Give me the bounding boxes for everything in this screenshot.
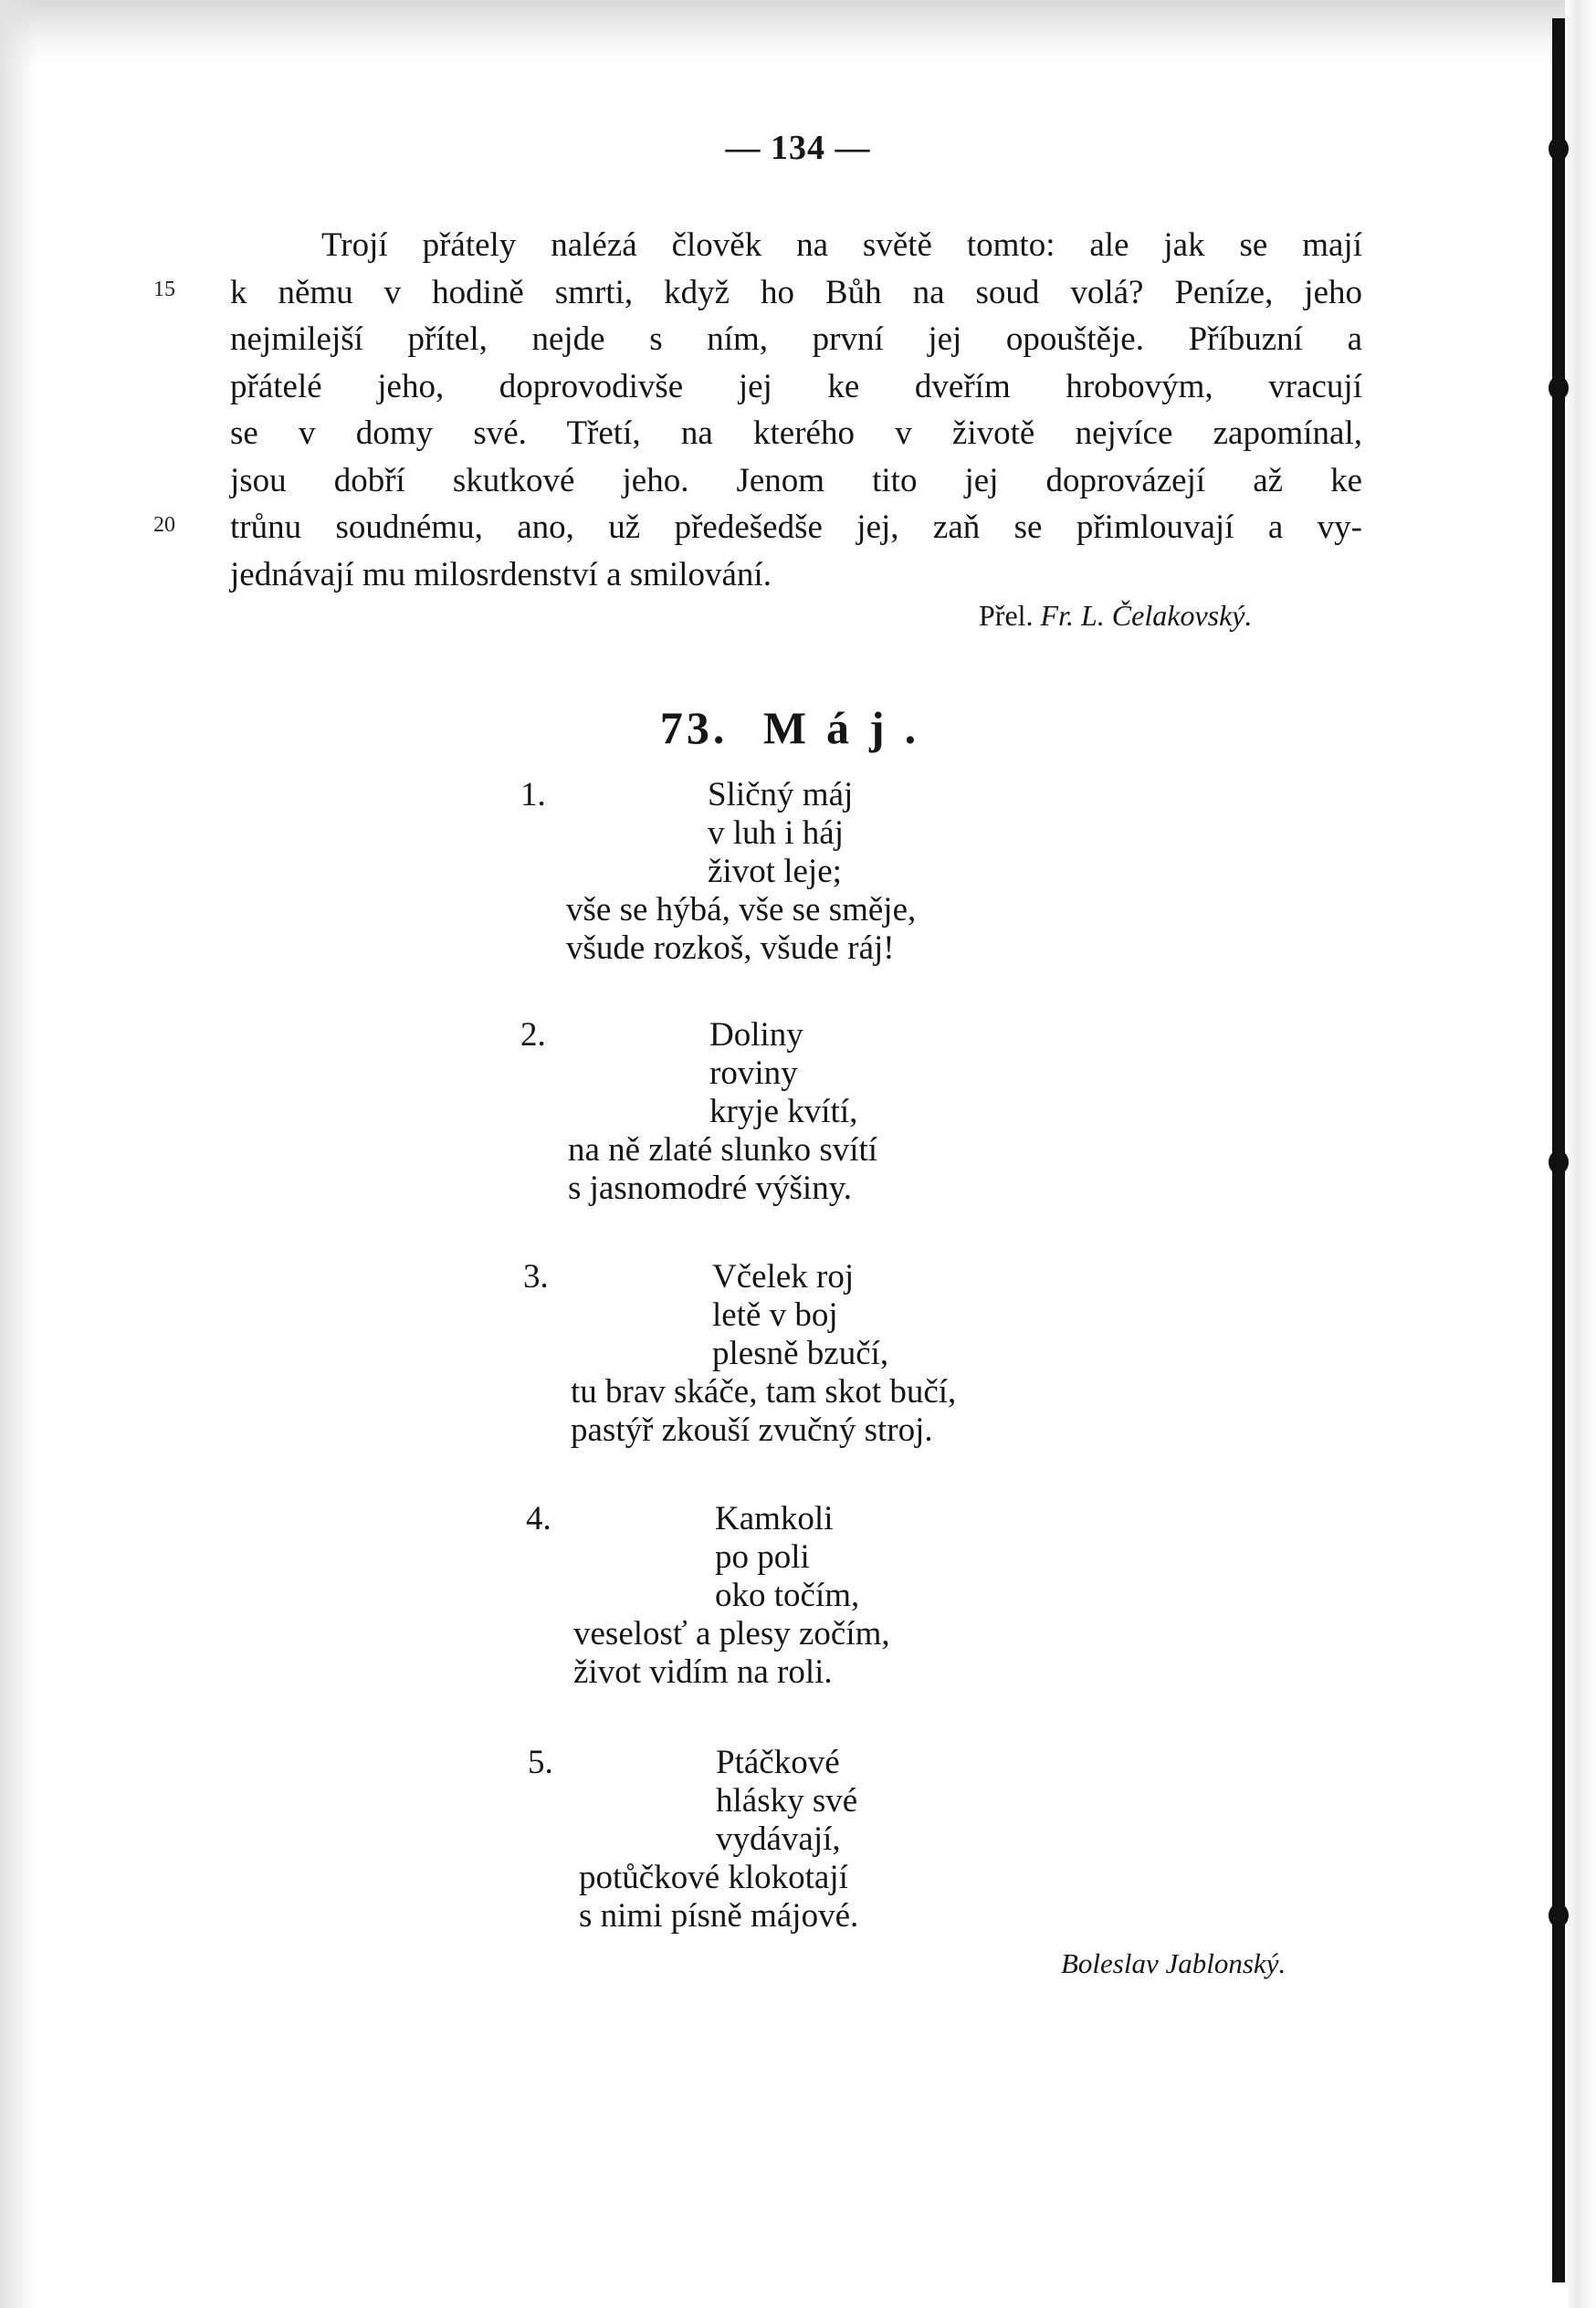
verse-line: hlásky své bbox=[716, 1782, 858, 1820]
verse-line: Sličný máj bbox=[708, 776, 854, 813]
stanza bbox=[523, 1258, 1162, 1459]
binding-notch bbox=[1549, 376, 1569, 400]
poem-number: 73. bbox=[659, 702, 729, 753]
verse-line: vše se hýbá, vše se směje, bbox=[566, 891, 917, 928]
verse-line: s jasnomodré výšiny. bbox=[568, 1170, 853, 1207]
poet-attribution: Boleslav Jablonský. bbox=[1061, 1947, 1286, 1979]
scan-shadow-left bbox=[0, 0, 37, 2308]
verse-line: život vidím na roli. bbox=[573, 1653, 833, 1691]
attribution-prefix: Přel. bbox=[979, 599, 1034, 632]
page-number: — 134 — bbox=[725, 129, 871, 167]
binding-notch bbox=[1549, 1150, 1569, 1174]
prose-line: nejmilejší přítel, nejde s ním, první jej opouštěje. Příbuzní a bbox=[230, 320, 1362, 358]
verse-line: všude rozkoš, všude ráj! bbox=[566, 929, 895, 967]
stanza bbox=[520, 776, 1160, 977]
stanza-number: 5. bbox=[528, 1744, 553, 1781]
verse-line: plesně bzučí, bbox=[712, 1335, 889, 1372]
stanza bbox=[520, 1016, 1160, 1217]
stanza-number: 2. bbox=[520, 1016, 546, 1054]
verse-line: Doliny bbox=[709, 1016, 803, 1054]
verse-line: letě v boj bbox=[712, 1296, 838, 1334]
poem-title bbox=[0, 701, 1596, 754]
prose-line: k němu v hodině smrti, když ho Bůh na soud volá? Peníze, jeho bbox=[230, 273, 1362, 311]
verse-line: v luh i háj bbox=[708, 814, 845, 852]
stanza-number: 4. bbox=[526, 1500, 551, 1537]
stanza bbox=[528, 1744, 1167, 1945]
verse-line: Ptáčkové bbox=[716, 1744, 840, 1781]
verse-line: po poli bbox=[715, 1538, 810, 1576]
stanza-number: 3. bbox=[523, 1258, 549, 1296]
translator-name: Fr. L. Čelakovský. bbox=[1040, 599, 1253, 632]
verse-line: potůčkové klokotají bbox=[579, 1859, 848, 1896]
verse-line: veselosť a plesy zočím, bbox=[573, 1615, 890, 1652]
verse-line: roviny bbox=[709, 1054, 798, 1092]
scan-shadow-top bbox=[0, 0, 1596, 64]
prose-line: se v domy své. Třetí, na kterého v životě nejvíce zapomínal, bbox=[230, 414, 1362, 452]
verse-line: oko točím, bbox=[715, 1577, 860, 1614]
verse-line: kryje kvítí, bbox=[709, 1093, 858, 1130]
stanza-number: 1. bbox=[520, 776, 546, 813]
verse-line: Kamkoli bbox=[715, 1500, 834, 1537]
stanza bbox=[526, 1500, 1165, 1701]
prose-line: Trojí přátely nalézá člověk na světě tomto: ale jak se mají bbox=[321, 226, 1362, 264]
line-number: 20 bbox=[153, 513, 175, 537]
verse-line: Včelek roj bbox=[712, 1258, 855, 1296]
verse-line: na ně zlaté slunko svítí bbox=[568, 1131, 878, 1169]
prose-line: trůnu soudnému, ano, už předešedše jej, zaň se přimlouvají a vy- bbox=[230, 509, 1362, 546]
prose-line: přátelé jeho, doprovodivše jej ke dveřím hrobovým, vracují bbox=[230, 367, 1362, 405]
page-margin-strip bbox=[1565, 0, 1596, 2308]
poem-title-word: Máj. bbox=[762, 702, 937, 753]
translator-attribution bbox=[979, 599, 1253, 633]
verse-line: život leje; bbox=[708, 853, 842, 890]
prose-line: jednávají mu milosrdenství a smilování. bbox=[230, 555, 772, 593]
verse-line: pastýř zkouší zvučný stroj. bbox=[571, 1411, 933, 1449]
prose-line: jsou dobří skutkové jeho. Jenom tito jej doprovázejí až ke bbox=[230, 461, 1362, 499]
line-number: 15 bbox=[153, 278, 175, 301]
binding-notch bbox=[1549, 1904, 1569, 1927]
verse-line: tu brav skáče, tam skot bučí, bbox=[571, 1373, 957, 1411]
verse-line: s nimi písně májové. bbox=[579, 1897, 859, 1935]
verse-line: vydávají, bbox=[716, 1820, 841, 1858]
prose-paragraph bbox=[230, 222, 1362, 598]
